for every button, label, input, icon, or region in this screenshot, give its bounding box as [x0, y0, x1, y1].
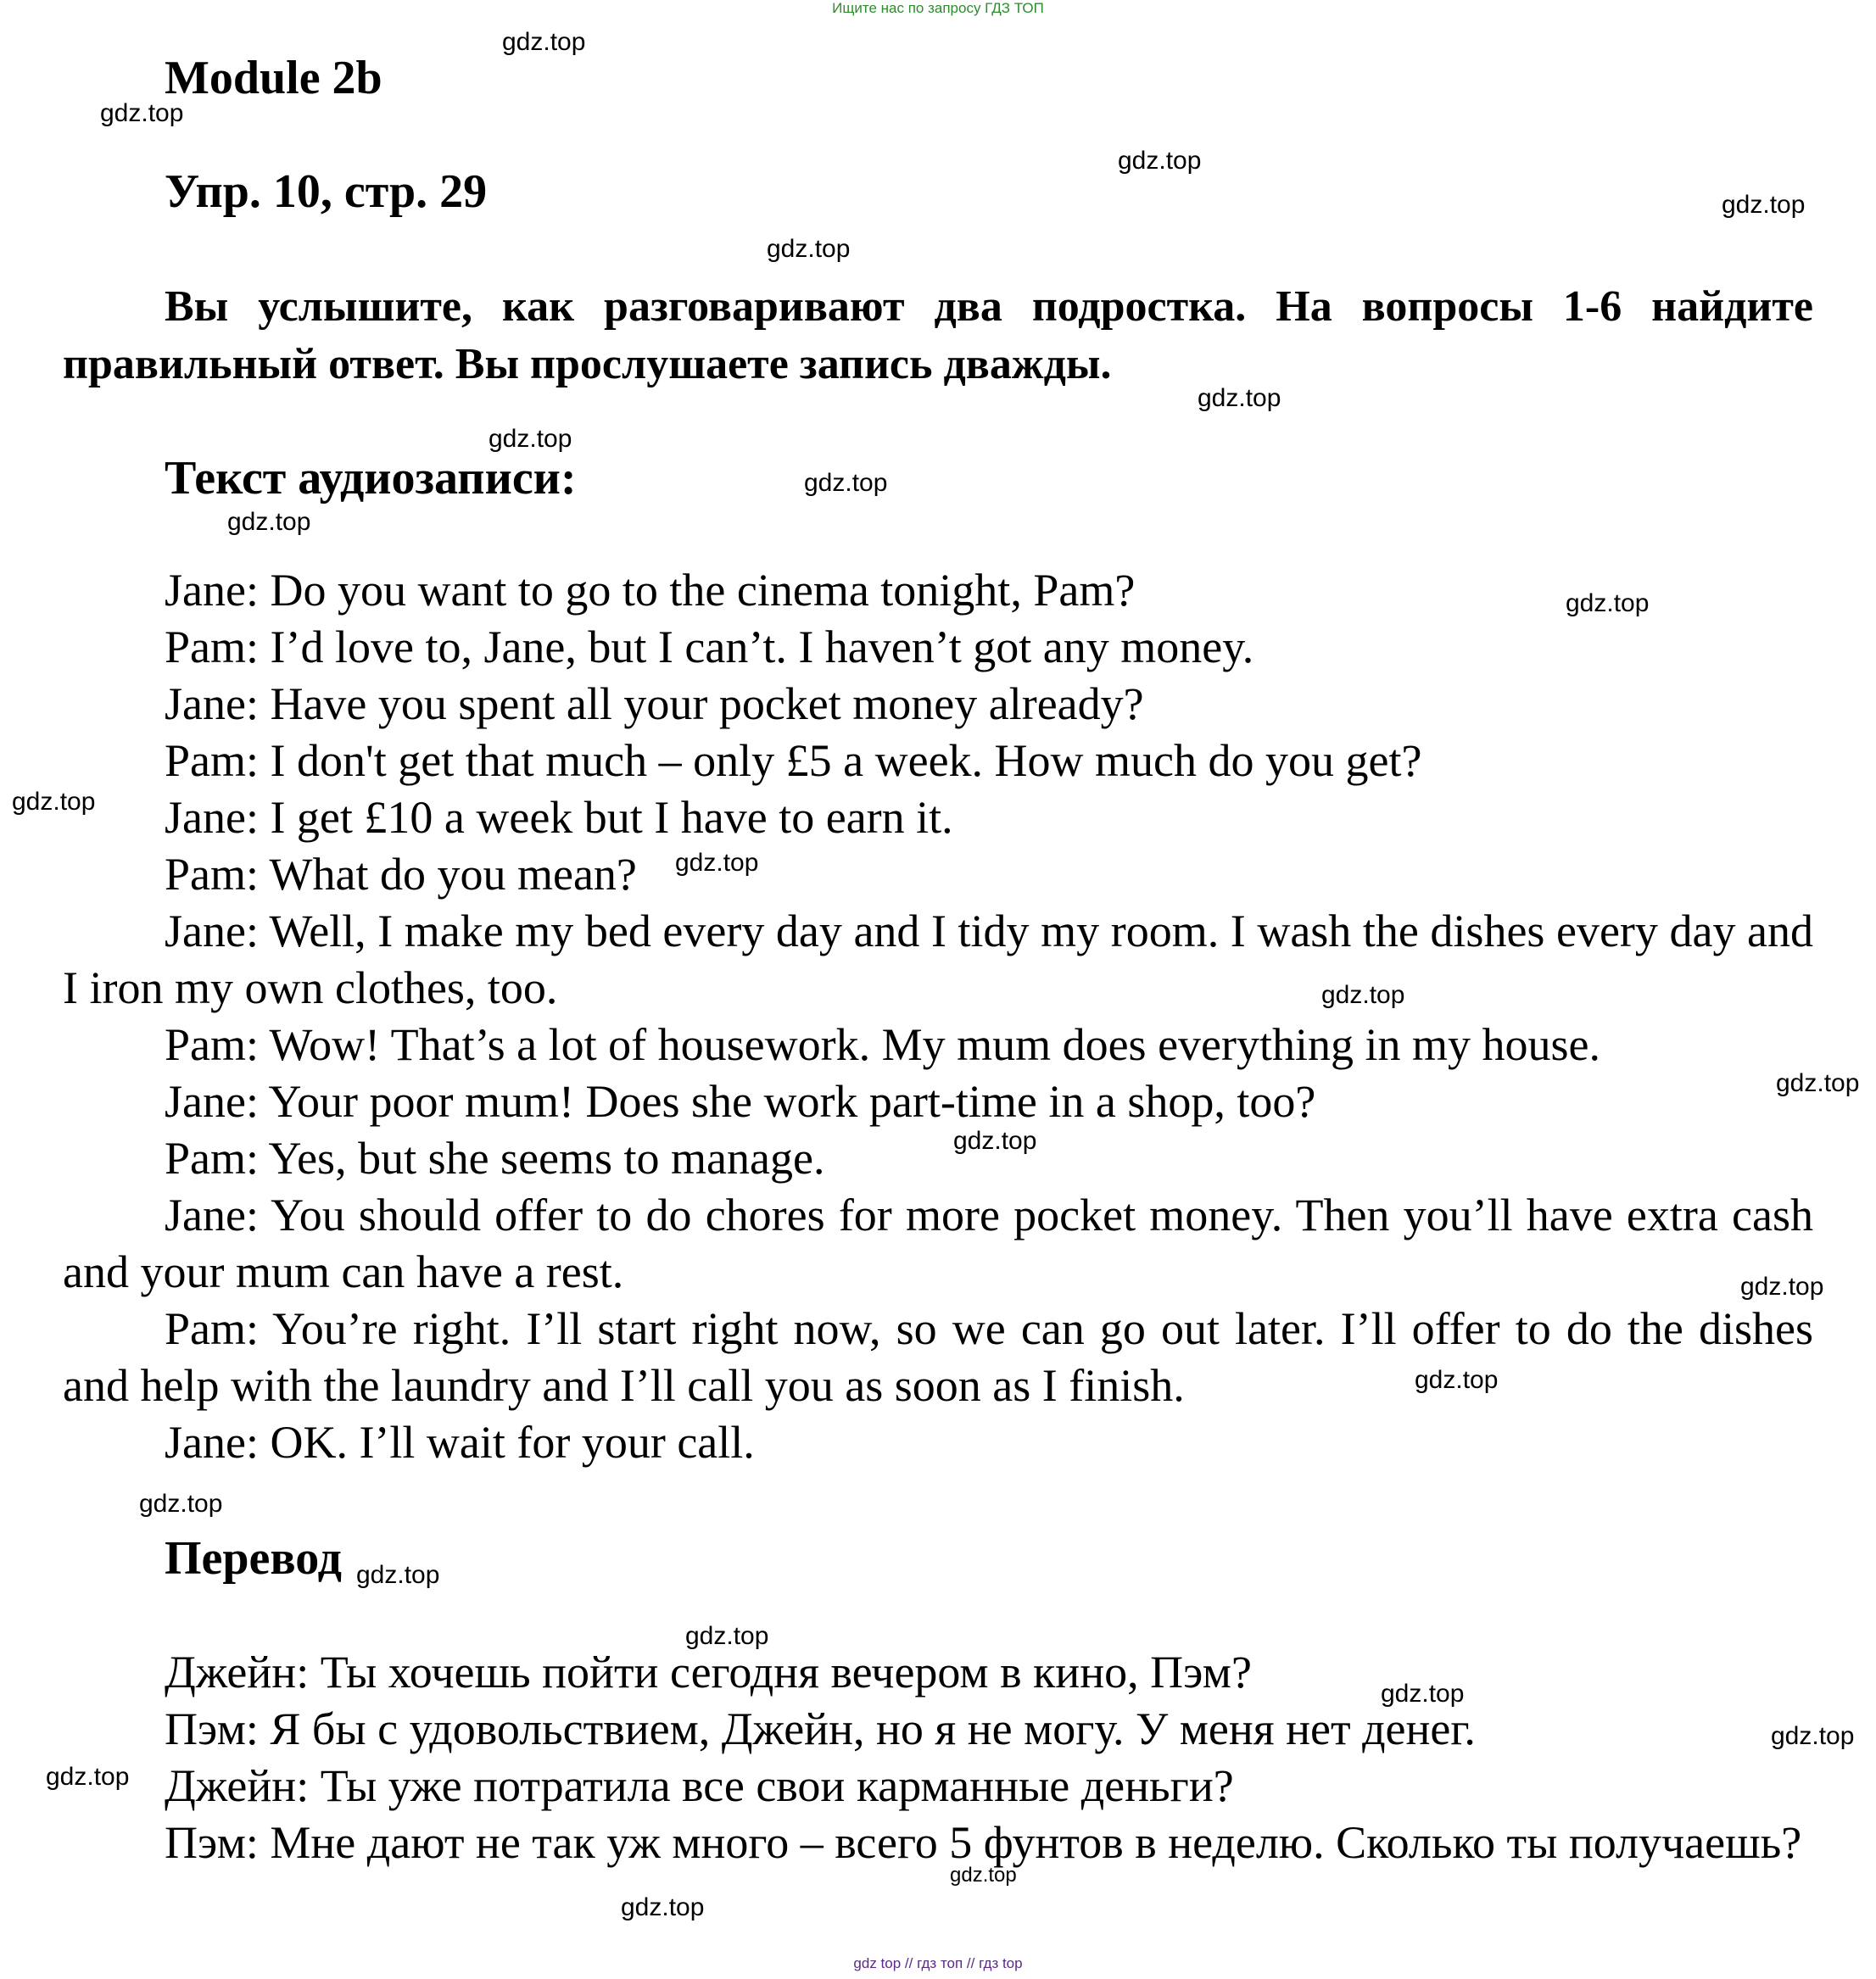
transcript-line: Pam: I’d love to, Jane, but I can’t. I haven’t got any money. — [165, 622, 1254, 672]
transcript-line: Jane: Do you want to go to the cinema tonight, Pam? — [165, 565, 1136, 616]
watermark: gdz.top — [1776, 1069, 1860, 1097]
translation-heading: Перевод — [165, 1532, 342, 1585]
transcript-line: Pam: Wow! That’s a lot of housework. My mum does everything in my house. — [165, 1019, 1600, 1070]
watermark: gdz.top — [489, 425, 572, 453]
transcript-line: Jane: Your poor mum! Does she work part-time in a shop, too? — [165, 1076, 1316, 1127]
transcript-line: Pam: You’re right. I’ll start right now, so we can go out later. I’ll offer to do the dishes and help with the laundry and I’ll call you as soon as I finish. — [63, 1303, 1813, 1411]
transcript-line: Pam: I don't get that much – only £5 a week. How much do you get? — [165, 735, 1422, 786]
transcript-line: Pam: What do you mean? — [165, 849, 637, 900]
watermark: gdz.top — [1415, 1366, 1499, 1394]
watermark: gdz.top — [1118, 147, 1202, 175]
watermark: gdz.top — [950, 1864, 1017, 1887]
watermark: gdz.top — [1722, 191, 1806, 219]
translation — [63, 1644, 1813, 1871]
transcript-line: Jane: Have you spent all your pocket money already? — [165, 678, 1144, 729]
watermark: gdz.top — [685, 1622, 769, 1650]
watermark: gdz.top — [675, 849, 759, 877]
exercise-title: Упр. 10, стр. 29 — [165, 165, 488, 218]
watermark: gdz.top — [1381, 1680, 1465, 1708]
transcript-line: Jane: OK. I’ll wait for your call. — [165, 1417, 755, 1468]
watermark: gdz.top — [100, 99, 184, 127]
watermark: gdz.top — [621, 1893, 705, 1921]
transcript-line: Jane: Well, I make my bed every day and I tidy my room. I wash the dishes every day and I iron my own clothes, too. — [63, 906, 1813, 1013]
watermark: gdz.top — [1740, 1273, 1824, 1301]
instructions: Вы услышите, как разговаривают два подростка. На вопросы 1-6 найдите правильный ответ. Вы прослушаете запись дважды. — [63, 282, 1813, 388]
transcript-line: Jane: I get £10 a week but I have to earn it. — [165, 792, 953, 843]
watermark: gdz.top — [139, 1490, 223, 1518]
translation-line: Джейн: Ты хочешь пойти сегодня вечером в кино, Пэм? — [165, 1647, 1252, 1697]
transcript-heading: Текст аудиозаписи: — [165, 452, 577, 505]
watermark: gdz.top — [1321, 981, 1405, 1009]
watermark: gdz.top — [227, 508, 311, 536]
watermark: gdz.top — [12, 788, 96, 816]
watermark: gdz.top — [356, 1561, 440, 1589]
footer[interactable]: gdz top // гдз топ // гдз top — [853, 1955, 1023, 1971]
watermark: gdz.top — [502, 28, 586, 56]
watermark: gdz.top — [767, 235, 851, 263]
transcript — [63, 562, 1813, 1471]
transcript-line: Jane: You should offer to do chores for more pocket money. Then you’ll have extra cash and your mum can have a rest. — [63, 1190, 1813, 1297]
top-banner[interactable]: Ищите нас по запросу ГДЗ ТОП — [832, 0, 1044, 16]
watermark: gdz.top — [1771, 1722, 1855, 1750]
watermark: gdz.top — [804, 469, 888, 497]
translation-line: Джейн: Ты уже потратила все свои карманные деньги? — [165, 1760, 1234, 1811]
module-title: Module 2b — [165, 52, 382, 104]
translation-line: Пэм: Я бы с удовольствием, Джейн, но я не могу. У меня нет денег. — [165, 1703, 1476, 1754]
watermark: gdz.top — [46, 1763, 130, 1791]
watermark: gdz.top — [1198, 384, 1281, 412]
transcript-line: Pam: Yes, but she seems to manage. — [165, 1133, 825, 1184]
watermark: gdz.top — [1566, 589, 1650, 617]
watermark: gdz.top — [953, 1127, 1037, 1155]
translation-line: Пэм: Мне дают не так уж много – всего 5 фунтов в неделю. Сколько ты получаешь? — [165, 1817, 1802, 1868]
